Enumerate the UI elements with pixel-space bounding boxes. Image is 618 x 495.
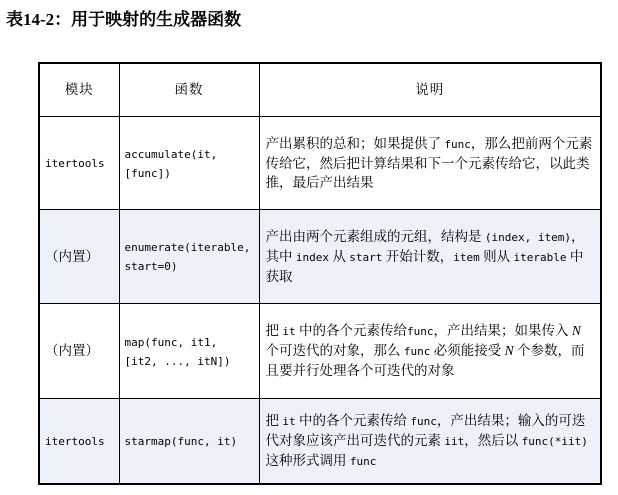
- text-run: start: [349, 250, 383, 264]
- module-cell: [39, 398, 119, 484]
- description-cell: [259, 116, 601, 209]
- text-run: 把: [265, 412, 283, 428]
- text-run: index: [295, 250, 329, 264]
- text-run: 把: [265, 323, 283, 338]
- text-run: starmap(func, it): [124, 435, 238, 449]
- text-run: 产出累积的总和；如果提供了: [265, 135, 445, 151]
- text-run: ，产出结果；输入的可迭代对象应该产出可迭代的元素: [265, 412, 586, 448]
- text-run: N: [504, 343, 514, 358]
- text-run: 个参数，而且要并行处理各个可迭代的对象: [265, 343, 585, 378]
- text-run: func: [407, 325, 434, 338]
- text-run: ，产出结果；如果传入: [433, 323, 572, 338]
- text-run: 必须能接受: [430, 343, 505, 358]
- text-run: 中获取: [265, 248, 584, 284]
- table-row: [39, 398, 601, 484]
- text-run: 中的各个元素传给: [295, 412, 411, 428]
- text-run: enumerate(iterable, start=0): [124, 241, 251, 273]
- table-row: [39, 303, 601, 398]
- description-cell: [259, 303, 601, 398]
- table-row: [39, 209, 601, 303]
- text-run: 开始计数，: [382, 248, 454, 264]
- function-cell: [119, 209, 259, 303]
- text-run: 表: [6, 10, 23, 29]
- text-run: func: [403, 345, 431, 358]
- text-run: func: [410, 414, 437, 428]
- text-run: ，那么把前两个元素传给它，然后把计算结果和下一个元素传给它，以此类推，最后产出结果: [265, 135, 593, 190]
- module-cell: [39, 209, 119, 303]
- text-run: （内置）: [45, 343, 99, 358]
- description-cell: [259, 209, 601, 303]
- text-run: func: [349, 454, 377, 468]
- text-run: 从: [329, 248, 350, 264]
- text-run: iterable: [513, 250, 567, 264]
- col-header-description: 说明: [259, 63, 601, 116]
- module-cell: [39, 116, 119, 209]
- generator-functions-table: [38, 62, 602, 485]
- text-run: it: [282, 414, 296, 428]
- col-header-function: 函数: [119, 63, 259, 116]
- text-run: map(func, it1, [it2, ..., itN]): [124, 335, 231, 368]
- table-row: [39, 116, 601, 209]
- text-run: 则从: [479, 248, 514, 264]
- text-run: N: [571, 323, 581, 338]
- text-run: （内置）: [45, 248, 99, 264]
- text-run: item: [453, 250, 480, 264]
- header-row: [39, 63, 601, 116]
- text-run: iit: [444, 434, 465, 448]
- function-cell: [119, 116, 259, 209]
- text-run: it: [282, 325, 296, 338]
- text-run: itertools: [45, 156, 105, 170]
- description-cell: [259, 398, 601, 484]
- text-run: 产出由两个元素组成的元组，结构是: [265, 228, 485, 244]
- text-run: 这种形式调用: [265, 452, 350, 468]
- text-run: ，然后以: [464, 432, 522, 448]
- text-run: (index, item): [484, 230, 571, 244]
- text-run: func: [444, 137, 471, 151]
- table-caption: [6, 9, 241, 31]
- module-cell: [39, 303, 119, 398]
- col-header-module: 模块: [39, 63, 119, 116]
- text-run: accumulate(it, [func]): [124, 147, 218, 180]
- text-run: 用于映射的生成器函数: [71, 10, 242, 29]
- text-run: 中的各个元素传给: [295, 323, 407, 338]
- function-cell: [119, 398, 259, 484]
- text-run: 14-2：: [23, 10, 72, 29]
- function-cell: [119, 303, 259, 398]
- text-run: itertools: [45, 434, 105, 448]
- text-run: ，其中: [265, 228, 585, 264]
- text-run: 个可迭代的对象，那么: [265, 343, 404, 358]
- text-run: func(*iit): [521, 434, 588, 448]
